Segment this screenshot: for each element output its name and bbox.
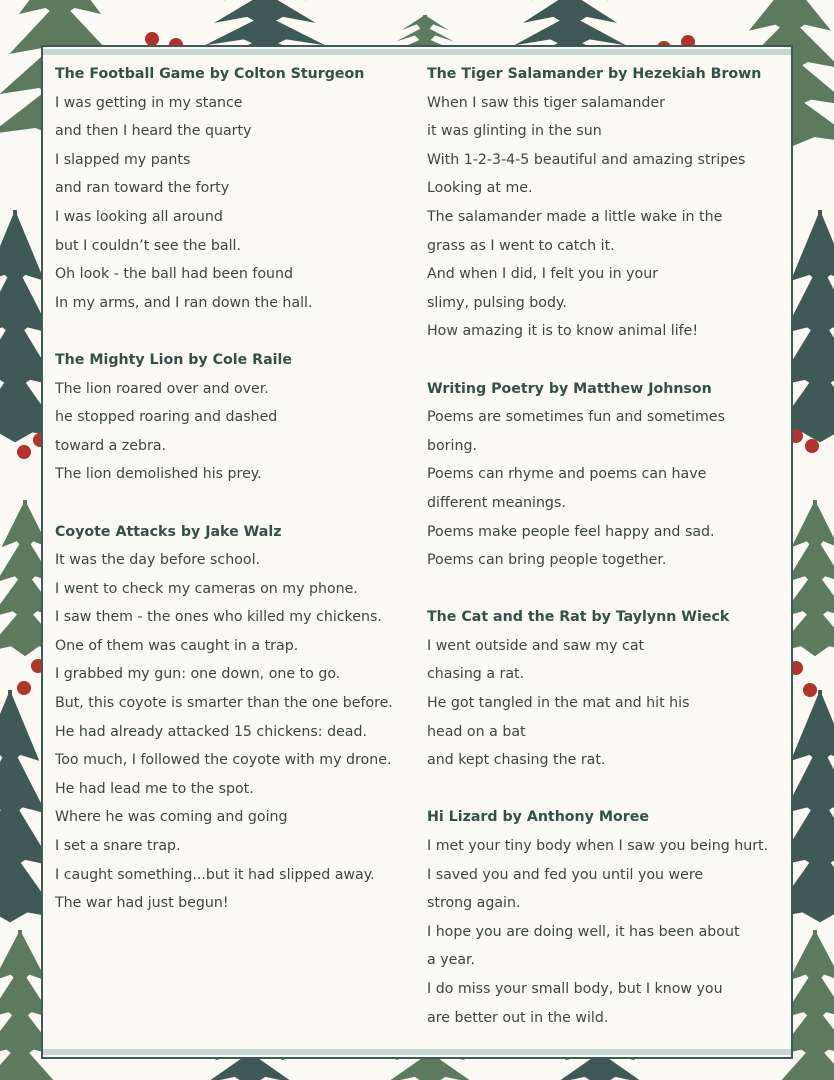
poem-line: different meanings. [427,494,566,511]
poem-line: a year. [427,952,476,969]
poem-line: He had already attacked 15 chickens: dead. [55,723,368,740]
poem-line: I went outside and saw my cat [427,637,645,654]
poem-line: grass as I went to catch it. [427,237,615,254]
poem-line: I caught something...but it had slipped away. [55,866,375,883]
poem-line: He got tangled in the mat and hit his [427,695,690,712]
poem-line: he stopped roaring and dashed [55,409,278,426]
poem-line: The lion roared over and over. [55,380,269,397]
poem-line: The lion demolished his prey. [55,466,262,483]
top-border-band [43,49,791,55]
bottom-border-band [43,1049,791,1055]
poem-line: and ran toward the forty [55,180,230,197]
poem-line: Oh look - the ball had been found [55,266,294,283]
poem [427,603,799,775]
poem-line: He had lead me to the spot. [55,780,254,797]
poem-line: The salamander made a little wake in the [427,208,723,225]
poem-title: The Cat and the Rat by Taylynn Wieck [427,609,730,626]
berry-icon [803,683,817,697]
poem-line: And when I did, I felt you in your [427,266,659,283]
poem-title: Hi Lizard by Anthony Moree [427,809,649,826]
poem-title: The Tiger Salamander by Hezekiah Brown [427,66,762,82]
poem-line: I do miss your small body, but I know you [427,981,723,997]
poem-line: I saw them - the ones who killed my chickens. [55,609,382,626]
poem-line: With 1-2-3-4-5 beautiful and amazing stripes [427,151,746,168]
berry-icon [17,445,31,459]
poem [55,518,427,918]
berry-icon [805,439,819,453]
poem-line: When I saw this tiger salamander [427,94,665,111]
poem-line: slimy, pulsing body. [427,294,567,311]
poem-title: Writing Poetry by Matthew Johnson [427,380,712,397]
poem [55,60,427,317]
poem-line: Poems are sometimes fun and sometimes [427,409,725,426]
poem [427,60,799,346]
poem-line: but I couldn’t see the ball. [55,237,242,254]
poem-line: I went to check my cameras on my phone. [55,580,358,597]
poem-card [41,45,793,1059]
poem-line: It was the day before school. [55,552,261,569]
poem-title: The Football Game by Colton Sturgeon [55,66,365,82]
poem-line: One of them was caught in a trap. [55,637,299,654]
left-poem-column [55,60,427,946]
poem-line: How amazing it is to know animal life! [427,323,699,340]
poem-line: In my arms, and I ran down the hall. [55,294,313,311]
poem-line: I was looking all around [55,208,223,225]
poem-line: But, this coyote is smarter than the one before. [55,695,393,712]
poem-line: boring. [427,437,477,454]
poem [427,375,799,575]
poem-line: I hope you are doing well, it has been about [427,923,740,940]
right-poem-column [427,60,799,1061]
poem-line: Poems can bring people together. [427,552,667,569]
poem-line: and then I heard the quarty [55,123,252,140]
poem-line: chasing a rat. [427,666,525,683]
poem-line: Where he was coming and going [55,809,288,826]
poem [55,346,427,489]
poem-line: I saved you and fed you until you were [427,866,704,883]
berry-icon [17,681,31,695]
poem-line: head on a bat [427,723,526,740]
poem-line: I was getting in my stance [55,94,243,111]
poem-line: Too much, I followed the coyote with my drone. [55,752,392,769]
poem-title: The Mighty Lion by Cole Raile [55,351,293,368]
poem-line: Poems can rhyme and poems can have [427,466,707,483]
poem-line: The war had just begun! [55,895,229,912]
poem-title: Coyote Attacks by Jake Walz [55,523,282,540]
poem-line: strong again. [427,895,521,912]
poem-line: I slapped my pants [55,151,191,168]
poem-line: it was glinting in the sun [427,123,602,140]
poem-line: Poems make people feel happy and sad. [427,523,715,540]
poem-line: Looking at me. [427,180,533,197]
poem-line: I set a snare trap. [55,838,181,855]
poem-line: are better out in the wild. [427,1009,609,1026]
poem-line: toward a zebra. [55,437,167,454]
poem-line: I met your tiny body when I saw you being hurt. [427,838,769,855]
poem [427,803,799,1032]
berry-icon [145,32,159,46]
poem-line: I grabbed my gun: one down, one to go. [55,666,341,683]
poem-line: and kept chasing the rat. [427,752,606,769]
